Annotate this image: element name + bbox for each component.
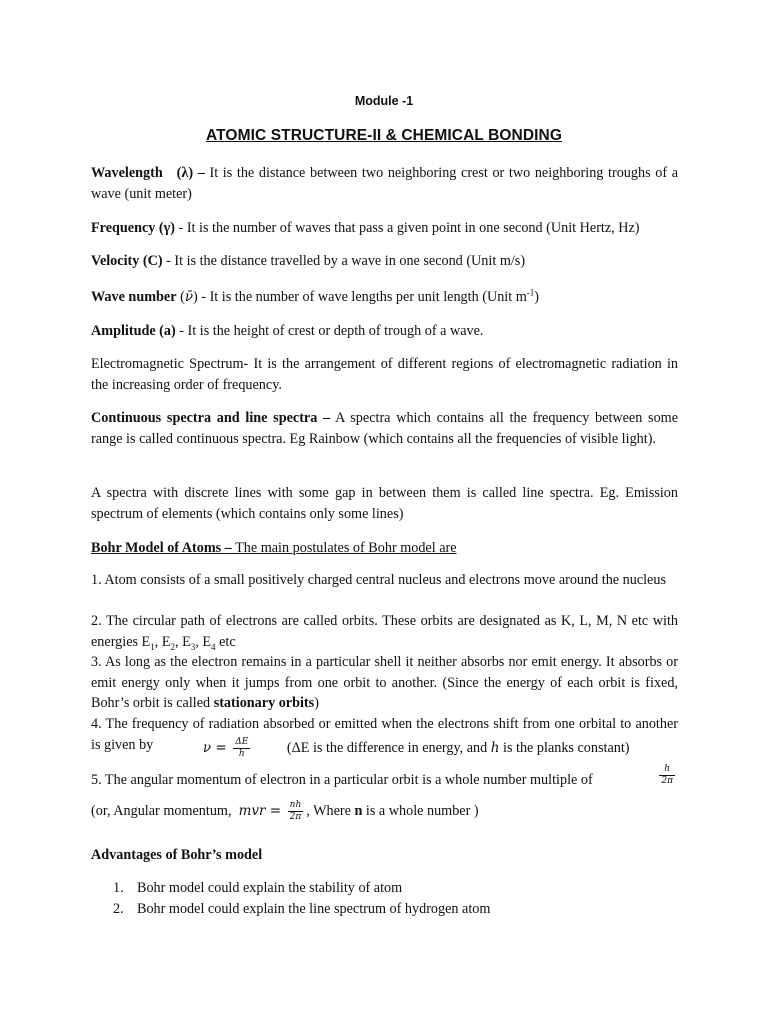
subscript-1: 1 [150,641,155,652]
amplitude-term: Amplitude (a) [91,323,176,339]
fraction-denominator: 2π [289,812,302,822]
postulate-3-text: 3. As long as the electron remains in a particular shell it neither absorbs nor emit energy. It absorbs or emit energy only when it jumps from one orbit to another. (Since the energy of each orbit is fixed, Bohr’s orbit is called [91,654,678,711]
fraction-numerator: nh [288,800,304,812]
delta-e-over-h-fraction [233,737,250,760]
fraction-numerator: h [659,764,675,776]
amplitude-definition [91,321,678,342]
frequency-text: - It is the number of waves that pass a given point in one second (Unit Hertz, Hz) [175,220,640,236]
fraction-denominator: h [238,748,245,759]
list-number: 2. [113,900,124,917]
amplitude-text: - It is the height of crest or depth of trough of a wave. [175,323,484,339]
subscript-4: 4 [211,641,216,652]
velocity-text: - It is the distance travelled by a wave in one second (Unit m/s) [162,253,526,269]
wavenumber-symbol: ν̄ [184,289,194,305]
angular-momentum-line [91,800,678,823]
advantages-list [113,878,673,919]
bohr-postulate-4 [91,714,678,760]
frequency-definition [91,218,678,239]
wavelength-term: Wavelength [91,165,163,181]
fraction-numerator: ΔE [235,736,249,747]
nh-over-2pi-fraction [288,800,304,823]
whole-number-text: is a whole number ) [362,802,479,819]
list-item [113,878,673,899]
bohr-heading-bold: Bohr Model of Atoms – [91,540,232,556]
continuous-term: Continuous spectra and line spectra – [91,410,331,426]
list-text: Bohr model could explain the stability of atom [137,880,403,896]
continuous-spectra-paragraph [91,408,678,449]
frequency-term: Frequency (γ) [91,220,175,236]
wavenumber-text: ) - It is the number of wave lengths per unit length (Unit m [193,289,527,305]
stationary-orbits-term: stationary orbits [213,695,315,711]
list-item [113,899,673,920]
wavenumber-term: Wave number [91,289,177,305]
angular-momentum-label: (or, Angular momentum, [91,802,232,819]
wavelength-text: It is the distance between two neighboring crest or two neighboring troughs of a wave (unit meter) [91,165,678,202]
module-label: Module -1 [354,94,414,108]
continuous-text: A spectra which contains all the frequency between some range is called continuous spectra. Eg Rainbow (which contains all the frequencies of visible light). [91,410,678,447]
page-title: ATOMIC STRUCTURE-II & CHEMICAL BONDING [206,127,562,144]
postulate-2-text: 2. The circular path of electrons are called orbits. These orbits are designated as K, L, M, N etc with energies E [91,613,678,650]
velocity-definition [91,251,678,272]
fraction-denominator: 2π [661,776,673,786]
postulate-4-formula-line [91,737,678,760]
line-spectra-paragraph: A spectra with discrete lines with some gap in between them is called line spectra. Eg. Emission spectrum of elements (which contains only some lines) [91,485,678,522]
wavelength-symbol: (λ) – [176,165,205,181]
bohr-postulate-5 [91,764,678,791]
bohr-heading-rest: The main postulates of Bohr model are [231,540,457,556]
n-symbol: n [354,802,363,819]
postulate-4-line: 4. The frequency of radiation absorbed or emitted when the electrons shift from one orbital to another is given by [91,716,678,753]
bohr-postulate-2: 2. The circular path of electrons are called orbits. These orbits are designated as K, L, M, N etc with energies $E_1$, $E_2$, $E_3$, $E_4$ etc [91,613,678,652]
planck-symbol: h [490,739,500,756]
bohr-postulate-3 [91,652,678,714]
postulate-5-text: 5. The angular momentum of electron in a particular orbit is a whole number multiple of [91,772,593,788]
mvr-formula: mvr = [238,802,282,819]
velocity-term: Velocity (C) [91,253,163,269]
postulate-4-explanation: (ΔE is the difference in energy, and [286,739,488,756]
wavenumber-unit-exponent: -1 [526,287,535,298]
list-number: 1. [113,880,124,896]
postulate-2-etc: etc [215,633,236,650]
frequency-formula-lhs: ν = [202,739,227,756]
where-text: , Where [306,802,351,819]
wavenumber-definition: Wave number (ν̄) - It is the number of wave lengths per unit length (Unit $m^{-1}$) [91,287,539,305]
postulate-4-end: is the planks constant) [499,739,630,756]
advantages-heading: Advantages of Bohr’s model [91,847,263,863]
bohr-heading [91,538,678,559]
em-spectrum-paragraph: Electromagnetic Spectrum- It is the arrangement of different regions of electromagnetic radiation in the increasing order of frequency. [91,356,678,393]
list-text: Bohr model could explain the line spectrum of hydrogen atom [137,900,491,917]
subscript-2: 2 [170,641,175,652]
bohr-postulate-1: 1. Atom consists of a small positively charged central nucleus and electrons move around the nucleus [91,572,666,588]
wavelength-definition [91,163,678,204]
subscript-3: 3 [190,641,196,652]
h-over-2pi-fraction [659,764,675,787]
postulate-3-end: ) [314,695,319,711]
